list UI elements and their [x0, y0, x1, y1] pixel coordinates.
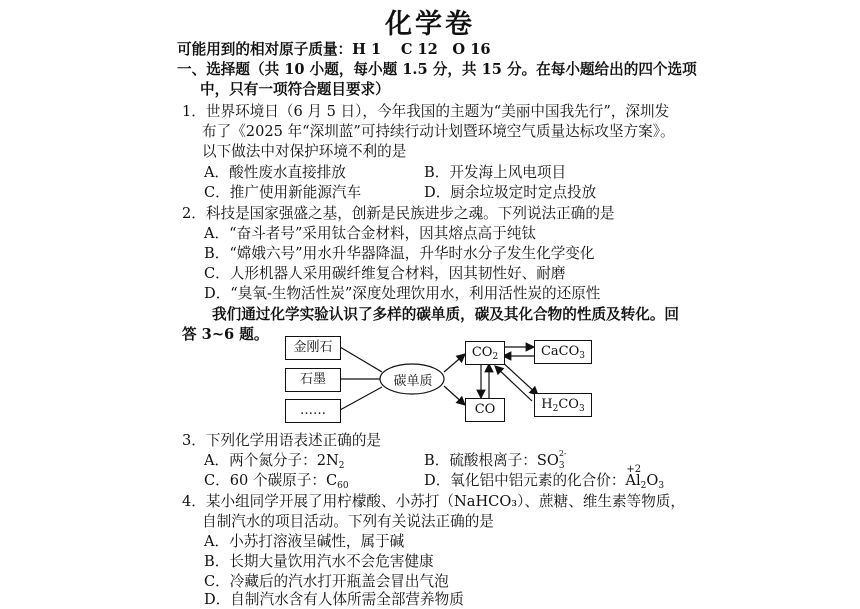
q3-option-b: B．硫酸根离子：SO 2- $_3$ [424, 449, 567, 471]
caco3-box: CaCO$_3$ [534, 340, 592, 364]
q2-stem: 2．科技是国家强盛之基，创新是民族进步之魂。下列说法正确的是 [182, 205, 615, 222]
intro-line1: 我们通过化学实验认识了多样的碳单质，碳及其化合物的性质及转化。回 [212, 306, 680, 323]
section-heading-line2: 中，只有一项符合题目要求） [200, 81, 390, 98]
carbon-to-co-arrow [444, 386, 465, 405]
carbon-to-co2-arrow [444, 354, 465, 372]
diamond-box: 金刚石 [285, 336, 341, 360]
q1-option-a: A．酸性废水直接排放 [204, 164, 346, 181]
h2co3-box: $H_2CO_3$ [534, 393, 592, 417]
q1-option-d: D．厨余垃圾定时定点投放 [424, 184, 597, 201]
q4-option-c: C．冷藏后的汽水打开瓶盖会冒出气泡 [204, 573, 449, 590]
section-heading-line1: 一、选择题（共 10 小题，每小题 1.5 分，共 15 分。在每小题给出的四个选项 [177, 61, 697, 78]
intro-line2: 答 3~6 题。 [182, 326, 269, 343]
q2-option-c: C．人形机器人采用碳纤维复合材料，因其韧性好、耐磨 [204, 265, 566, 282]
ellipsis-box: …… [285, 399, 341, 423]
q1-option-b: B．开发海上风电项目 [424, 164, 567, 181]
q2-option-a: A．“奋斗者号”采用钛合金材料，因其熔点高于纯钛 [204, 225, 536, 242]
q1-stem-line1: 1．世界环境日（6 月 5 日），今年我国的主题为“美丽中国我先行”，深圳发 [182, 103, 670, 120]
q4-option-d: D．自制汽水含有人体所需全部营养物质 [204, 591, 464, 608]
graphite-box: 石墨 [285, 368, 341, 392]
q1-stem-line3: 以下做法中对保护环境不利的是 [202, 143, 407, 160]
q3-option-c: C．60 个碳原子：$C_{60}$ [204, 472, 349, 491]
q2-option-b: B．“嫦娥六号”用水升华器降温，升华时水分子发生化学变化 [204, 245, 595, 262]
page-title: 化学卷 [385, 9, 475, 40]
q3-option-d: D．氧化铝中铝元素的化合价： +2 $Al_2O_3$ [424, 464, 665, 491]
q3-option-a: A．两个氮分子：$2N_2$ [204, 452, 345, 471]
q1-stem-line2: 布了《2025 年“深圳蓝”可持续行动计划暨环境空气质量达标攻坚方案》。 [202, 123, 675, 140]
co2-box: $CO_2$ [465, 341, 505, 365]
co-box: CO [465, 398, 505, 422]
diamond-link [340, 347, 382, 372]
h2co3-to-co2-arrow [495, 366, 532, 401]
atomic-masses: 可能用到的相对原子质量：H 1 C 12 O 16 [177, 41, 491, 58]
ellipsis-link [340, 387, 382, 410]
q4-stem-line2: 自制汽水的项目活动。下列有关说法正确的是 [202, 513, 494, 530]
co2-to-h2co3-arrow [500, 360, 538, 395]
q4-option-b: B．长期大量饮用汽水不会危害健康 [204, 553, 434, 570]
q4-option-a: A．小苏打溶液呈碱性，属于碱 [204, 533, 405, 550]
q1-option-c: C．推广使用新能源汽车 [204, 184, 362, 201]
q3-stem: 3．下列化学用语表述正确的是 [182, 432, 382, 449]
q2-option-d: D．“臭氧-生物活性炭”深度处理饮用水，利用活性炭的还原性 [204, 285, 601, 302]
q4-stem-line1: 4．某小组同学开展了用柠檬酸、小苏打（NaHCO₃）、蔗糖、维生素等物质， [182, 493, 685, 510]
carbon-label: 碳单质 [393, 374, 433, 389]
